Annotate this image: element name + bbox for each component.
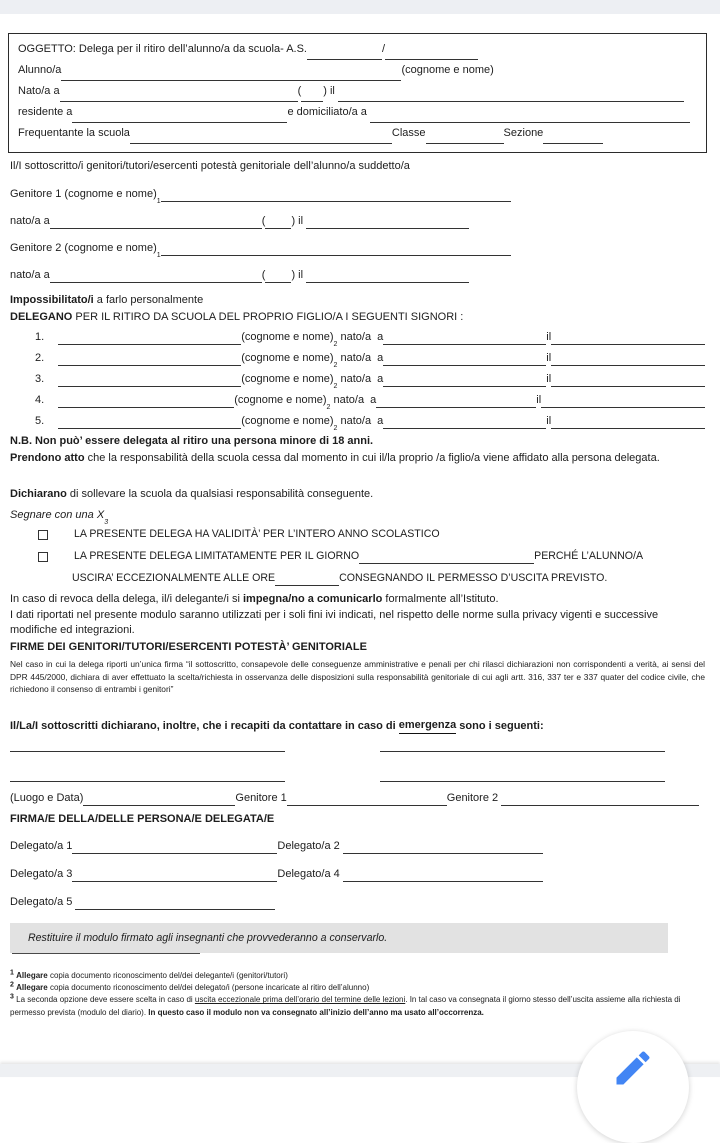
prendono-paragraph bbox=[10, 450, 705, 483]
contact-line-1[interactable] bbox=[10, 739, 285, 752]
footnote-3-number: 3 bbox=[10, 993, 14, 1001]
revoca-pre: In caso di revoca della delega, il/i delegante/i si bbox=[10, 593, 243, 605]
delegano-bold: DELEGANO bbox=[10, 311, 73, 323]
ore-line[interactable] bbox=[275, 573, 339, 586]
contact-line-3[interactable] bbox=[10, 769, 285, 782]
luogo-label: (Luogo e Data) bbox=[10, 792, 84, 804]
sezione-label: Sezione bbox=[503, 127, 544, 139]
uscira-label: USCIRA’ ECCEZIONALMENTE ALLE ORE bbox=[72, 572, 276, 584]
delegato4-line[interactable] bbox=[343, 869, 543, 882]
dichiarano-bold: Dichiarano bbox=[10, 488, 67, 500]
emergenza-post: sono i seguenti: bbox=[456, 720, 544, 732]
footnote-1-text: copia documento riconoscimento del/dei delegante/i (genitori/tutori) bbox=[47, 971, 288, 980]
row-number: 5. bbox=[35, 415, 45, 427]
nb-text: N.B. Non può’ essere delegata al ritiro una persona minore di 18 anni. bbox=[10, 435, 374, 447]
option2-label-pre: LA PRESENTE DELEGA LIMITATAMENTE PER IL GIORNO bbox=[74, 550, 360, 562]
intro-text: Il/I sottoscritto/i genitori/tutori/esercenti potestà genitoriale dell’alunno/a suddetto/a bbox=[10, 160, 410, 172]
footnote-2-bold: Allegare bbox=[16, 983, 48, 993]
row-il: il bbox=[546, 331, 552, 343]
footnote-2 bbox=[10, 982, 705, 994]
residente-label: residente a bbox=[18, 106, 73, 118]
firma-gen1-label: Genitore 1 bbox=[235, 792, 287, 804]
footnote-2-text: copia documento riconoscimento del/dei delegato/i (persone incaricate al ritiro dell’alunno) bbox=[47, 983, 370, 993]
delegato3-line[interactable] bbox=[72, 869, 277, 882]
luogo-data-row bbox=[10, 791, 705, 806]
alunno-label: Alunno/a bbox=[18, 64, 62, 76]
delegano-line bbox=[10, 310, 705, 325]
delegato-sign-row bbox=[10, 895, 705, 910]
delegate-birthplace-line[interactable] bbox=[383, 332, 546, 345]
prov-line[interactable] bbox=[301, 89, 323, 102]
footnote-3-pre: La seconda opzione deve essere scelta in caso di bbox=[13, 995, 195, 1005]
dichiarano-rest: di sollevare la scuola da qualsiasi responsabilità conseguente. bbox=[66, 488, 374, 500]
genitore2-line[interactable] bbox=[161, 243, 511, 256]
g1-prov-line[interactable] bbox=[265, 216, 291, 229]
domiciliato-label: e domiciliato/a a bbox=[287, 106, 370, 118]
intro-line bbox=[10, 159, 705, 174]
genitore2-label: Genitore 2 (cognome e nome) bbox=[10, 242, 157, 254]
delegate-birthdate-line[interactable] bbox=[551, 374, 705, 387]
footnote-1-bold: Allegare bbox=[16, 971, 48, 980]
row-hint: (cognome e nome) bbox=[241, 331, 334, 343]
delegate-birthplace-line[interactable] bbox=[383, 374, 546, 387]
dichiarano-line bbox=[10, 487, 705, 502]
as-year2-line[interactable] bbox=[385, 47, 478, 60]
firma-gen1-line[interactable] bbox=[287, 793, 447, 806]
prov-close-il: ) il bbox=[291, 215, 307, 227]
delegate-birthplace-line[interactable] bbox=[383, 353, 546, 366]
as-year1-line[interactable] bbox=[307, 47, 382, 60]
row-number: 1. bbox=[35, 331, 45, 343]
classe-label: Classe bbox=[391, 127, 426, 139]
genitore1-line[interactable] bbox=[161, 189, 511, 202]
footnote-3-mid: . In tal caso va consegnata il giorno stesso dell’uscita assieme alla richiesta di permesso prevista (modulo del diario). bbox=[10, 995, 681, 1017]
edit-fab[interactable] bbox=[577, 1031, 689, 1143]
alunno-hint: (cognome e nome) bbox=[401, 64, 494, 76]
privacy-paragraph bbox=[10, 608, 705, 638]
consegnando-label: CONSEGNANDO IL PERMESSO D’USCITA PREVISTO. bbox=[339, 572, 608, 584]
segnare-label: Segnare con una X bbox=[10, 509, 105, 521]
delegato3-label: Delegato/a 3 bbox=[10, 868, 73, 880]
prov-open: ( bbox=[261, 269, 266, 281]
firma-delegati-heading-text: FIRMA/E DELLA/DELLE PERSONA/E DELEGATA/E bbox=[10, 813, 275, 825]
g2-prov-line[interactable] bbox=[265, 270, 291, 283]
delegate-birthdate-line[interactable] bbox=[551, 416, 705, 429]
residente-line[interactable] bbox=[72, 110, 287, 123]
firme-disclaimer bbox=[10, 658, 705, 696]
giorno-line[interactable] bbox=[359, 551, 534, 564]
revoca-line bbox=[10, 592, 705, 607]
oggetto-row bbox=[18, 39, 698, 60]
genitore1-label: Genitore 1 (cognome e nome) bbox=[10, 188, 157, 200]
g2-nato-line[interactable] bbox=[50, 270, 262, 283]
sezione-line[interactable] bbox=[543, 131, 603, 144]
row-il: il bbox=[546, 415, 552, 427]
delegate-birthplace-line[interactable] bbox=[376, 395, 536, 408]
prov-open: ( bbox=[261, 215, 266, 227]
delegate-birthplace-line[interactable] bbox=[383, 416, 546, 429]
delegato-sign-row bbox=[10, 839, 705, 854]
as-slash: / bbox=[382, 43, 386, 55]
delegato5-label: Delegato/a 5 bbox=[10, 896, 76, 908]
row-born: nato/a a bbox=[337, 373, 384, 385]
genitore2-row: Genitore 2 (cognome e nome) 1 bbox=[10, 241, 705, 256]
emergenza-word: emergenza bbox=[399, 718, 456, 734]
segnare-line: Segnare con una X 3 bbox=[10, 509, 109, 526]
delegato2-label: Delegato/a 2 bbox=[277, 840, 343, 852]
firme-disclaimer-text: Nel caso in cui la delega riporti un’unica firma “il sottoscritto, consapevole delle conseguenze amministrative e penali per chi rilasci dichiarazioni non corrispondenti a verità, ai sensi del DPR 445/2000, dichiara di aver effettuato la scelta/richiesta in osservanza delle disposizioni sulla responsabilità genitoriale di cui agli artt. 316, 337 ter e 337 quater del codice civile, che richiedono il consenso di entrambi i genitori” bbox=[10, 659, 705, 695]
genitore1-nato-row bbox=[10, 214, 705, 229]
delegate-name-line[interactable] bbox=[58, 332, 241, 345]
prov-close-il: ) il bbox=[323, 85, 338, 97]
row-hint: (cognome e nome) bbox=[241, 373, 334, 385]
prov-close-il: ) il bbox=[291, 269, 307, 281]
delegate-birthdate-line[interactable] bbox=[551, 353, 705, 366]
alunno-row bbox=[18, 60, 698, 81]
prov-open: ( bbox=[297, 85, 302, 97]
emergenza-pre: Il/La/I sottoscritti dichiarano, inoltre, che i recapiti da contattare in caso di bbox=[10, 720, 399, 732]
row-born: nato/a a bbox=[337, 415, 384, 427]
privacy-text: I dati riportati nel presente modulo saranno utilizzati per i soli fini ivi indicati, nel rispetto delle norme sulla privacy vigenti e successive modifiche ed integrazioni. bbox=[10, 609, 659, 636]
firma-gen2-label: Genitore 2 bbox=[446, 792, 502, 804]
restituire-note-box bbox=[10, 923, 668, 953]
option1-label: LA PRESENTE DELEGA HA VALIDITÀ’ PER L’INTERO ANNO SCOLASTICO bbox=[74, 528, 440, 540]
footnote-1-number: 1 bbox=[10, 969, 14, 977]
footnote-3-underlined: uscita eccezionale prima dell’orario del termine delle lezioni bbox=[194, 995, 406, 1005]
row-number: 4. bbox=[35, 394, 45, 406]
delegate-row: 5. (cognome e nome) 2 nato/a a il bbox=[10, 414, 705, 429]
footnote-1 bbox=[10, 970, 705, 982]
delegate-name-line[interactable] bbox=[58, 353, 241, 366]
genitore1-row: Genitore 1 (cognome e nome) 1 bbox=[10, 187, 705, 202]
scuola-line[interactable] bbox=[130, 131, 392, 144]
revoca-bold: impegna/no a comunicarlo bbox=[242, 593, 383, 605]
row-hint: (cognome e nome) bbox=[241, 415, 334, 427]
row-born: nato/a a bbox=[337, 331, 384, 343]
delegato1-line[interactable] bbox=[72, 841, 277, 854]
delegate-row: 1. (cognome e nome) 2 nato/a a il bbox=[10, 330, 705, 345]
g1-data-line[interactable] bbox=[306, 216, 469, 229]
pen-icon bbox=[611, 1046, 655, 1090]
delegate-birthdate-line[interactable] bbox=[541, 395, 705, 408]
option2-row bbox=[10, 549, 705, 564]
viewer-top-gap bbox=[0, 0, 720, 14]
delegate-birthdate-line[interactable] bbox=[551, 332, 705, 345]
row-il: il bbox=[546, 352, 552, 364]
footnotes bbox=[10, 970, 705, 1019]
born-label: nato/a a bbox=[10, 215, 50, 227]
delegato1-label: Delegato/a 1 bbox=[10, 840, 73, 852]
footnote-3-bold: In questo caso il modulo non va consegnato all’inizio dell’anno ma usato all’occorrenza. bbox=[148, 1007, 484, 1017]
revoca-post: formalmente all’Istituto. bbox=[382, 593, 499, 605]
row-il: il bbox=[546, 373, 552, 385]
g2-data-line[interactable] bbox=[306, 270, 469, 283]
delegate-row: 4. (cognome e nome) 2 nato/a a il bbox=[10, 393, 705, 408]
contact-line-4[interactable] bbox=[380, 769, 665, 782]
impossibilitato-bold: Impossibilitato/i bbox=[10, 294, 94, 306]
g1-nato-line[interactable] bbox=[50, 216, 262, 229]
delegate-name-line[interactable] bbox=[58, 395, 234, 408]
impossibilitato-rest: a farlo personalmente bbox=[93, 294, 204, 306]
row-il: il bbox=[536, 394, 542, 406]
option2-checkbox[interactable] bbox=[38, 552, 48, 562]
prendono-bold: Prendono atto bbox=[10, 452, 85, 464]
contact-line-2[interactable] bbox=[380, 739, 665, 752]
prendono-rest: che la responsabilità della scuola cessa dal momento in cui il/la proprio /a figlio/a viene affidato alla persona delegata. bbox=[84, 452, 660, 464]
row-hint: (cognome e nome) bbox=[241, 352, 334, 364]
data-nascita-line[interactable] bbox=[338, 89, 684, 102]
emergency-contacts-row bbox=[10, 768, 705, 782]
option2b-row bbox=[10, 571, 705, 586]
firme-heading bbox=[10, 640, 705, 655]
row-number: 2. bbox=[35, 352, 45, 364]
genitore2-nato-row bbox=[10, 268, 705, 283]
nato-label: Nato/a a bbox=[18, 85, 60, 97]
delegato4-label: Delegato/a 4 bbox=[277, 868, 343, 880]
emergency-contacts-row bbox=[10, 738, 705, 752]
domiciliato-line[interactable] bbox=[370, 110, 690, 123]
nb-line bbox=[10, 434, 705, 449]
delegato-sign-row bbox=[10, 867, 705, 882]
row-number: 3. bbox=[35, 373, 45, 385]
delegate-name-line[interactable] bbox=[58, 416, 241, 429]
born-label: nato/a a bbox=[10, 269, 50, 281]
emergenza-line bbox=[10, 719, 705, 734]
nato-row bbox=[18, 81, 698, 102]
footnote-3 bbox=[10, 994, 705, 1018]
delegate-row: 2. (cognome e nome) 2 nato/a a il bbox=[10, 351, 705, 366]
row-born: nato/a a bbox=[337, 352, 384, 364]
delegate-row: 3. (cognome e nome) 2 nato/a a il bbox=[10, 372, 705, 387]
nato-line[interactable] bbox=[60, 89, 298, 102]
footnote-2-number: 2 bbox=[10, 981, 14, 989]
option1-row bbox=[10, 527, 705, 542]
option2-label-post: PERCHÉ L’ALUNNO/A bbox=[534, 550, 644, 562]
document-page[interactable] bbox=[0, 14, 720, 1019]
oggetto-box bbox=[8, 33, 707, 153]
delegato5-line[interactable] bbox=[75, 897, 275, 910]
delegate-name-line[interactable] bbox=[58, 374, 241, 387]
delegano-rest: PER IL RITIRO DA SCUOLA DEL PROPRIO FIGLIO/A I SEGUENTI SIGNORI : bbox=[72, 311, 464, 323]
impossibilitato-line bbox=[10, 293, 705, 308]
delegato2-line[interactable] bbox=[343, 841, 543, 854]
luogo-line[interactable] bbox=[83, 793, 235, 806]
alunno-line[interactable] bbox=[61, 68, 401, 81]
scuola-row bbox=[18, 123, 698, 144]
firme-heading-text: FIRME DEI GENITORI/TUTORI/ESERCENTI POTESTÀ’ GENITORIALE bbox=[10, 641, 367, 653]
frequentante-label: Frequentante la scuola bbox=[18, 127, 130, 139]
oggetto-label: OGGETTO: Delega per il ritiro dell’alunno/a da scuola- A.S. bbox=[18, 43, 307, 55]
restituire-note-text: Restituire il modulo firmato agli insegnanti che provvederanno a conservarlo. bbox=[28, 932, 388, 944]
classe-line[interactable] bbox=[426, 131, 504, 144]
option1-checkbox[interactable] bbox=[38, 530, 48, 540]
firma-gen2-line[interactable] bbox=[501, 793, 699, 806]
firma-delegati-heading bbox=[10, 812, 705, 827]
row-born: nato/a a bbox=[330, 394, 377, 406]
residente-row bbox=[18, 102, 698, 123]
row-hint: (cognome e nome) bbox=[234, 394, 327, 406]
